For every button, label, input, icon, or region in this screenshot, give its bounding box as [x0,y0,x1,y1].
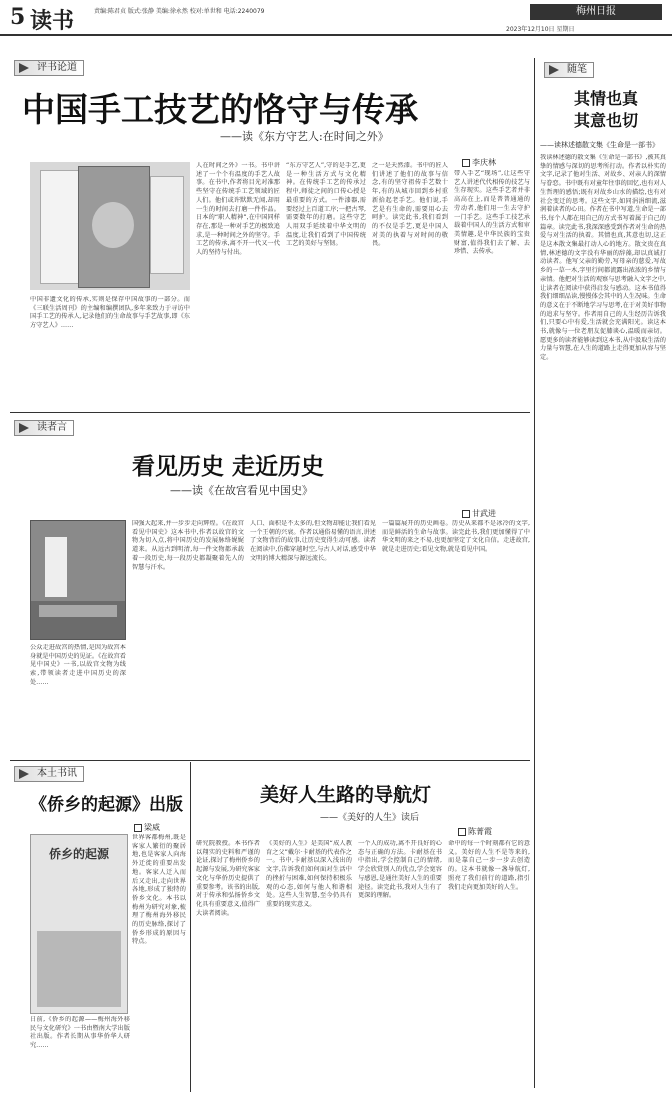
book-cover-image [30,520,126,640]
article-body-column: 命中的每一个时刻都有它的意义。美好的人生不是等来的,而是靠自己一步一步去创造的。这本书就像一盏导航灯,照亮了我们前行的道路,指引我们走向更加美好的人生。 [448,840,530,891]
column-tag: 评书论道 [14,60,84,76]
article-body-column: 之一是天然漆。书中的匠人们讲述了他们的故事与信念,有的坚守祖传手艺数十年,有的从城市回到乡村重新拾起老手艺。他们说,手艺是有生命的,需要用心去呵护。读完此书,我们看到的不仅是手艺,更是中国人对美的执着与对时间的敬畏。 [372,162,448,248]
article-subtitle: ——读《东方守艺人:在时间之外》 [220,130,389,143]
image-caption: 公众走进故宫的热情,是因为故宫本身就是中国历史的见证。《在故宫看见中国史》一书,以故宫文物为线索,带领读者走进中国历史的深处…… [30,644,126,686]
article-body-column: 《美好的人生》是美国“成人教育之父”戴尔·卡耐基的代表作之一。书中,卡耐基以深入浅出的文字,告诉我们如何面对生活中的挫折与困难,如何保持积极乐观的心态,如何与他人和谐相处。这些人生智慧,至今仍具有重要的现实意义。 [266,840,352,908]
column-tag-icon [19,769,29,779]
article-subtitle: ——《美好的人生》读后 [320,813,420,823]
article-author: 梁威 [134,822,160,833]
article-body-column: “东方守艺人”,守的是手艺,更是一种生活方式与文化精神。在传统手工艺的传承过程中,师徒之间的口传心授是最重要的方式。一件漆器,需要经过上百道工序;一把古琴,需要数年的打磨。这些守艺人用双手延续着中华文明的温度,让我们看到了中国传统工艺的美好与坚韧。 [286,162,366,248]
column-tag-icon [549,65,559,75]
divider [10,760,530,761]
column-tag-icon [19,423,29,433]
article-subtitle: ——读林述德散文集《生命是一部书》 [540,141,659,149]
section-title: 读书 [30,8,75,34]
column-tag: 读者言 [14,420,74,436]
staff-credits: 责编:陈君贞 版式:张静 美编:徐永然 校对:单世和 电话:2240079 [94,8,265,15]
article-body-column: 世界客都梅州,既是客家人繁衍的聚居地,也是客家人向海外迁徙的重要出发地。客家人迁入而后又走出,走向世界各地,形成了独特的侨乡文化。本书以梅州为研究对象,梳理了梅州海外移民的历史脉络,探讨了侨乡形成的原因与特点。 [132,834,186,946]
article-title: 看见历史 走近历史 [132,453,325,480]
article-body-column: 一篇篇展开的历史画卷。历史从来都不是冰冷的文字,而是鲜活的生命与故事。读完此书,我们更加懂得了中华文明的来之不易,也更加坚定了文化自信。走进故宫,就是走进历史;看见文物,就是看见中国。 [382,520,530,554]
article-author: 甘武进 [462,508,496,519]
column-tag-icon [19,63,29,73]
page-number: 5 [10,4,26,30]
divider [190,762,191,1092]
article-body-column: 研究院教授。本书作者以翔实的史料和严谨的论证,探讨了梅州侨乡的起源与发展,为研究客家文化与华侨历史提供了重要参考。该书的出版,对于传承和弘扬侨乡文化具有重要意义,值得广大读者阅读。 [196,840,260,917]
article-subtitle: ——读《在故宫看见中国史》 [170,484,313,497]
article-title: 中国手工技艺的恪守与传承 [22,90,418,129]
article-title: 《侨乡的起源》出版 [30,795,183,815]
page-header [0,0,672,36]
divider [534,58,535,1088]
article-body-column: 一个人的成功,离不开良好的心态与正确的方法。卡耐基在书中指出,学会控制自己的情绪,学会欣赏别人的优点,学会宽容与感恩,是通往美好人生的重要途径。读完此书,我对人生有了更深的理解。 [358,840,442,900]
column-tag: 本土书讯 [14,766,84,782]
book-cover-image: 侨乡的起源 [30,834,128,1014]
article-author: 李庆林 [462,157,496,168]
article-title: 其情也真 其意也切 [573,89,638,130]
column-tag: 随笔 [544,62,594,78]
article-body-column: 我读林述德的散文集《生命是一部书》,被其真挚的情感与深切的思考所打动。作者以朴实的文字,记录了他对生活、对故乡、对亲人的深情与眷恋。书中既有对童年往事的回忆,也有对人生哲理的感悟;既有对故乡山水的描绘,也有对社会变迁的思考。这些文字,如同涓涓细流,滋润着读者的心田。作者在书中写道,生命是一部书,每个人都在用自己的方式书写着属于自己的篇章。读完此书,我深深感受到作者对生命的热爱与对生活的执着。其情也真,其意也切,这正是这本散文集最打动人心的地方。散文贵在真情,林述德的文字没有华丽的辞藻,却以真诚打动读者。他写父亲的勤劳,写母亲的慈爱,写故乡的一草一木,字里行间都流露出浓浓的乡情与亲情。他把对生活的观察与思考融入文字之中,让读者在阅读中获得启发与感动。这本书值得我们细细品读,慢慢体会其中的人生况味。生命的意义在于不断地学习与思考,在于对美好事物的追求与坚守。作者用自己的人生经历告诉我们,只要心中有爱,生活就会充满阳光。读这本书,就像与一位老朋友促膝谈心,温暖而亲切。愿更多的读者能够读到这本书,从中汲取生活的力量与智慧,在人生的道路上走得更加从容与坚定。 [540,154,666,362]
article-body-column: 人口、面积是不太多的,但文物却能让我们看见一个王朝的兴衰。作者以通俗易懂的语言,讲述了文物背后的故事,让历史变得生动可感。读者在阅读中,仿佛穿越时空,与古人对话,感受中华文明的博大精深与源远流长。 [250,520,376,562]
image-caption: 日前,《侨乡的起源——梅州海外移民与文化研究》一书由暨南大学出版社出版。作者长期从事华侨华人研究…… [30,1016,130,1050]
article-author: 陈菁霞 [458,826,492,837]
image-caption: 中国非遗文化的传承,实则是保存中国故事的一部分。而《三联生活周刊》的主编和编撰团队,多年来致力于寻访中国手工艺的传承人,记录他们的生命故事与手艺故事,即《东方守艺人》…… [30,296,190,330]
article-body-column: 带入手艺“现场”,让这些守艺人讲述代代相传的技艺与生存现实。这些手艺者并非高高在上,而是普普通通的劳动者,他们用一生去守护一门手艺。这些手工技艺承载着中国人的生活方式和审美情趣,是中华民族的宝贵财富,值得我们去了解、去珍惜、去传承。 [454,170,530,256]
article-body-column: 国强大起来,并一步步走向辉煌。《在故宫看见中国史》这本书中,作者以故宫的文物为切入点,将中国历史的发展脉络娓娓道来。从远古到明清,每一件文物都承载着一段历史,每一段历史都凝聚着先人的智慧与汗水。 [132,520,244,571]
newspaper-name: 梅州日报 [530,4,662,20]
divider [10,412,530,413]
article-title: 美好人生路的导航灯 [260,784,432,806]
article-body-column: 人在时间之外》一书。书中讲述了一个个有温度的手艺人故事。在书中,作者将目光对准那些坚守在传统手工艺领域的匠人们。他们或许默默无闻,却用一生的时间去打磨一件作品。日本的“职人精神”,在中国同样存在,那是一种对手艺的极致追求,是一种时间之外的坚守。手工艺的传承,离不开一代又一代人的坚持与付出。 [196,162,280,257]
book-cover-image [30,162,190,290]
issue-date: 2023年12月10日 星期日 [506,26,575,33]
